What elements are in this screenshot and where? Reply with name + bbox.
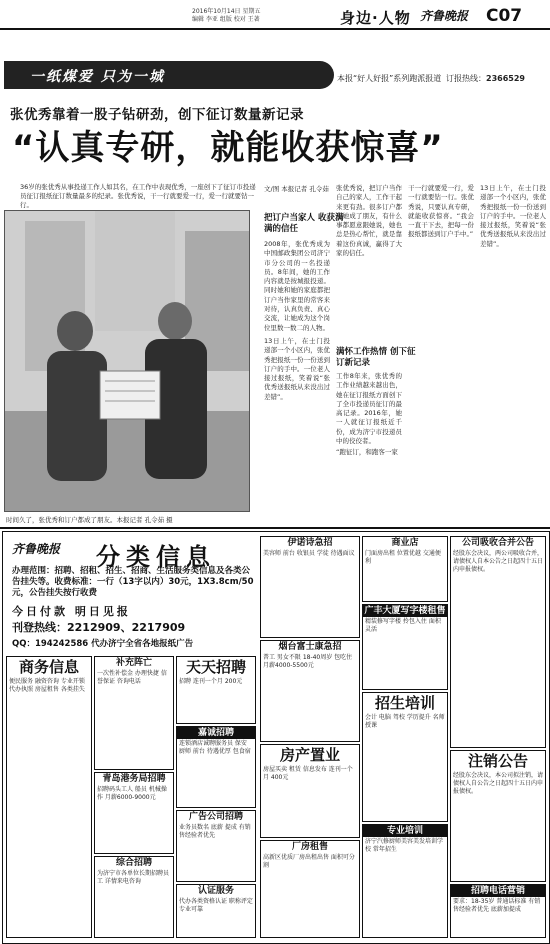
pay-phone: 刊登热线：2212909、2217909 <box>12 621 186 634</box>
article-column-2b <box>336 372 402 520</box>
article-para-c: 张优秀说，把订户当作自己的家人，工作干起来更有劲。很多订户都和她成了朋友，有什么事都愿意跟她说，她也总是热心帮忙，就是靠着这份真诚，赢得了大家的信任。 <box>336 184 402 258</box>
section-divider <box>0 527 550 529</box>
ad-box-pro-training <box>362 824 448 938</box>
article-para-a: 2008年，张优秀成为中国邮政集团公司济宁市分公司的一名投递员。8年间，她的工作内容就是按城报投递。同时她和她的家庭都把订户当作家里的常客来对待，认真负责、真心交流，让她成为这个岗位里数一数二的人物。 <box>264 240 330 332</box>
ad-body: 招聘码头工人 船员 机械操作 月薪6000-9000元 <box>97 786 167 801</box>
ad-body: 会计 电脑 驾校 学历提升 名师授课 <box>365 714 445 729</box>
hotline <box>446 73 525 84</box>
pay-slogan: 今日付款 明日见报 <box>12 605 131 618</box>
ad-body: 房屋买卖 租赁 信息发布 连刊一个月 400元 <box>263 766 353 781</box>
ad-box-yinuoshi <box>260 536 360 638</box>
article-kicker: 张优秀靠着一股子钻研劲，创下征订数量新记录 <box>10 107 304 123</box>
ad-box-ad-company <box>176 810 256 882</box>
subhead-1: 把订户当家人 收获满满的信任 <box>264 213 344 234</box>
ad-body: 经股东会决议，本公司拟注销，请债权人自公告之日起四十五日内申报债权。 <box>453 772 544 795</box>
article-photo <box>4 210 250 512</box>
ad-title: 青岛港务局招聘 <box>102 774 166 784</box>
classified-scope: 办理范围：招聘、招租、招生、招商、生活服务类信息及各类公告挂失等。收费标准：一行（13字以内）30元，1X3.8cm/50元，公告挂失按行收费 <box>12 566 254 598</box>
ad-body: 济宁汽修厨师美容美发培训学校 常年招生 <box>365 838 444 853</box>
ad-box-compensation <box>94 656 174 770</box>
ad-body: 经股东会决议，两公司吸收合并，请债权人自本公告之日起四十五日内申报债权。 <box>453 550 544 573</box>
subhead-2: 满怀工作热情 创下征订新记录 <box>336 347 416 368</box>
slogan-text: 一纸煤爱 只为一城 <box>30 69 165 85</box>
ad-body: 一次性补偿金 办理快捷 信誉保证 咨询电话 <box>97 670 167 685</box>
header-rule <box>0 28 550 30</box>
article-lead: 36岁的张优秀从事投递工作人如其名，在工作中表现优秀，一座创下了征订市投递员征订报纸征订数量最多的纪录。张优秀说，干一行就要爱一行，爱一行就要钻一行。 <box>20 183 256 209</box>
ad-title: 认证服务 <box>197 886 234 896</box>
classified-logo: 齐鲁晚报 <box>12 542 61 556</box>
ad-box-training <box>362 692 448 822</box>
photo-illustration <box>5 211 249 511</box>
ad-title: 公司吸收合并公告 <box>461 538 534 548</box>
hotline-label: 订报热线： <box>446 74 486 83</box>
ad-title: 广丰大厦写字楼租售 <box>364 606 446 616</box>
series-label: 本报“好人好报”系列跑派报道 <box>337 74 442 83</box>
ad-title: 综合招聘 <box>115 858 152 868</box>
ad-title: 广告公司招聘 <box>188 812 243 822</box>
ad-title: 嘉诚招聘 <box>177 727 255 739</box>
article-para-d: 工作8年来，张优秀的工作业绩越来越出色，她在征订报纸方面创下了全市投递员征订的最高记录。2016年，她一人就征订报纸近千份，成为济宁市投递员中的佼佼者。 <box>336 372 402 446</box>
classified-pay <box>12 604 252 652</box>
ad-body: 业务员数名 底薪 提成 有销售经验者优先 <box>179 824 251 839</box>
ad-box-guangfeng <box>362 604 448 690</box>
ad-body: 为济宁市各单位长期招聘员工 详情来电咨询 <box>97 870 170 885</box>
ad-box-general-jobs <box>94 856 174 938</box>
ad-body: 精装修写字楼 拎包入住 面积灵活 <box>365 618 441 633</box>
article-headline: “认真专研，就能收获惊喜” <box>12 128 444 168</box>
photo-caption: 时间久了，张优秀和订户都成了朋友。本报记者 孔令茹 摄 <box>6 516 173 524</box>
ad-body: 普工 男女不限 18-40周岁 包吃住 月薪4000-5500元 <box>263 654 353 669</box>
issue-date: 2016年10月14日 星期五 <box>192 8 261 15</box>
article-column-2 <box>336 184 402 344</box>
ad-box-deregistration <box>450 750 546 882</box>
ad-box-daily-jobs <box>176 656 256 724</box>
ad-title: 伊诺诗急招 <box>287 538 333 548</box>
ad-box-jiacheng <box>176 726 256 808</box>
ad-title: 商业店 <box>391 538 419 548</box>
pay-qq: QQ：194242586 代办济宁全省各地报纸广告 <box>12 639 194 649</box>
ad-body: 连锁酒店诚聘服务员 保安 厨师 前台 待遇优厚 包食宿 <box>179 740 251 755</box>
ad-title: 天天招聘 <box>185 658 246 676</box>
ad-body: 便民服务 融资咨询 专业开锁 代办执照 房屋租售 各类挂失 <box>9 678 85 693</box>
article-column-1 <box>264 240 330 520</box>
editor-line: 编辑 李亚 组版 校对 王著 <box>192 16 260 23</box>
article-column-3 <box>408 184 474 520</box>
ad-title: 招生培训 <box>374 694 435 712</box>
ad-body: 高新区优质厂房出租出售 面积可分割 <box>263 854 355 869</box>
page-number: C07 <box>486 6 523 26</box>
article-byline: 文/图 本报记者 孔令茹 <box>264 185 329 193</box>
ad-title: 补充阵亡 <box>115 658 152 668</box>
ad-body: 代办各类资格认证 职称评定 专业可靠 <box>179 898 253 913</box>
slogan-banner <box>4 61 334 89</box>
newspaper-logo: 齐鲁晚报 <box>420 9 469 23</box>
article-para-b: 13日上午，在士门投递部一个小区内，张优秀把报纸一份一份送到订户的手中。一位老人接过报纸，笑着说“张优秀送报纸从来没出过差错”。 <box>264 336 330 401</box>
ad-body: 美容师 前台 收银员 学徒 待遇面议 <box>263 550 355 557</box>
article-para-e: 干一行就要爱一行，爱一行就要钻一行。张优秀说，只要认真专研，就能收获惊喜。“我会一直干下去，把每一份报纸都送到订户手中。” <box>408 184 474 239</box>
ad-body: 招聘 连刊一个月 200元 <box>179 678 243 685</box>
ad-title: 烟台富士康急招 <box>278 642 342 652</box>
ad-box-foxconn <box>260 640 360 742</box>
ad-title: 商务信息 <box>18 658 79 676</box>
ad-box-real-estate <box>260 744 360 838</box>
hotline-number: 2366529 <box>486 74 525 83</box>
ad-title: 注销公告 <box>467 752 528 770</box>
ad-box-telesales <box>450 884 546 938</box>
ad-title: 房产置业 <box>279 746 340 764</box>
classified-title: 分类信息 <box>96 543 216 571</box>
ad-title: 专业培训 <box>363 825 447 837</box>
article-trailing: “跑征订，和跑客一家 <box>336 448 398 457</box>
section-name: 身边·人物 <box>340 9 411 27</box>
ad-title: 厂房租售 <box>291 842 328 852</box>
ad-box-merger-notice <box>450 536 546 748</box>
ad-box-factory <box>260 840 360 938</box>
ad-box-business <box>6 656 92 938</box>
issue-meta <box>192 8 310 24</box>
ad-box-certification <box>176 884 256 938</box>
ad-box-shop <box>362 536 448 602</box>
ad-body: 门面房出租 位置优越 交通便利 <box>365 550 441 565</box>
article-para-b-continued: 13日上午，在士门投递部一个小区内，张优秀把报纸一份一份送到订户的手中。一位老人接过报纸，笑着说“张优秀送报纸从来没出过差错”。 <box>480 184 546 248</box>
ad-title: 招聘电话营销 <box>451 885 545 897</box>
ad-box-qingdao-port <box>94 772 174 854</box>
ad-body: 要求：18-35岁 普通话标准 有销售经验者优先 底薪加提成 <box>453 898 541 913</box>
article-column-4 <box>480 184 546 520</box>
